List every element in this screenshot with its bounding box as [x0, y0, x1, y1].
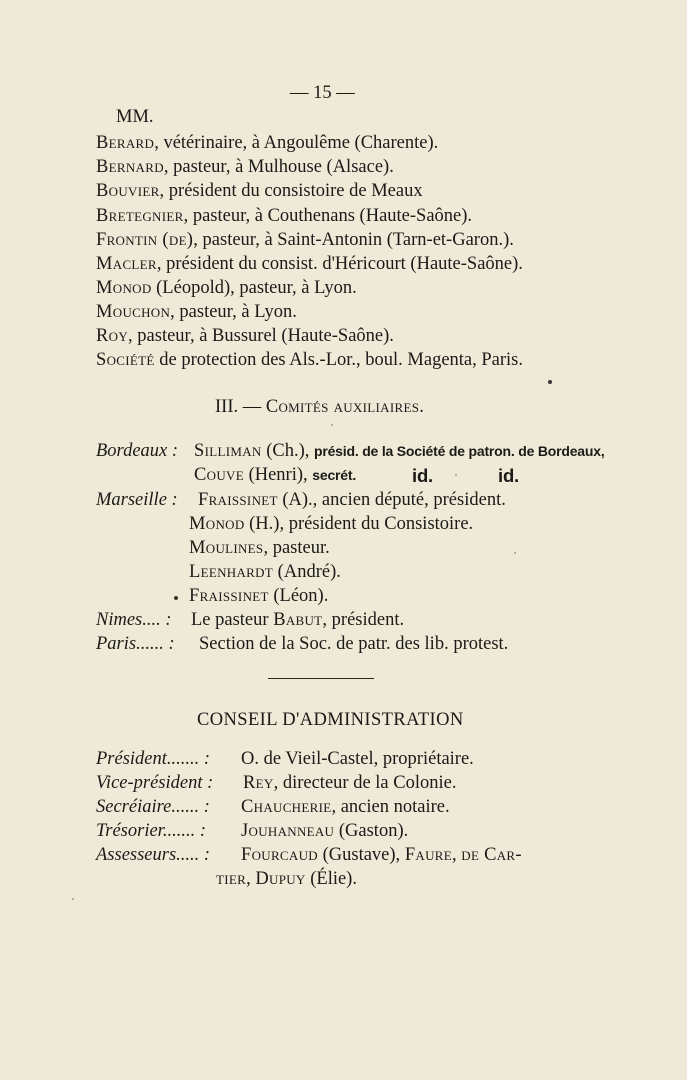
member-name: Frontin (de)	[96, 230, 194, 250]
list-item	[96, 180, 423, 202]
role-entry-continued	[216, 868, 357, 890]
member-text: de protection des Als.-Lor., boul. Magenta, Paris.	[154, 350, 524, 370]
section-heading	[215, 396, 424, 418]
committee-entry	[194, 464, 356, 486]
ditto-mark: id.	[412, 465, 433, 486]
member-text: (Léopold), pasteur, à Lyon.	[151, 278, 357, 298]
committee-entry: Section de la Soc. de patr. des lib. protest.	[199, 634, 509, 654]
list-item	[96, 205, 472, 227]
role-label-secretaire: Secréiaire...... :	[96, 797, 210, 817]
member-text: , pasteur, à Lyon.	[170, 302, 297, 322]
person-text: (A)., ancien député, président.	[277, 490, 506, 510]
committee-label-paris: Paris...... :	[96, 634, 175, 654]
member-text: , pasteur, à Couthenans (Haute-Saône).	[183, 206, 473, 226]
person-name: Rey	[243, 773, 274, 793]
role-entry	[241, 820, 408, 842]
list-item	[96, 156, 394, 178]
person-text: (Gaston).	[334, 821, 409, 841]
committee-label-bordeaux: Bordeaux :	[96, 441, 179, 461]
person-name: Fourcaud	[241, 845, 318, 865]
person-name: tier	[216, 869, 247, 889]
committee-label-nimes: Nimes.... :	[96, 610, 172, 630]
list-item	[96, 132, 438, 154]
person-name: Chaucherie	[241, 797, 332, 817]
conseil-title: CONSEIL D'ADMINISTRATION	[197, 710, 464, 730]
section-divider	[268, 678, 374, 679]
page-number: — 15 —	[290, 83, 355, 103]
member-name: Bernard	[96, 157, 164, 177]
person-text: ,	[246, 869, 256, 889]
role-label-president: Président....... :	[96, 749, 211, 769]
person-text: (H.), président du Consistoire.	[244, 514, 474, 534]
person-name: Couve	[194, 465, 244, 485]
committee-entry	[189, 561, 341, 583]
role-label-tresorier: Trésorier....... :	[96, 821, 206, 841]
role-entry	[241, 844, 522, 866]
person-role: présid. de la Société de patron. de Bordeaux,	[314, 443, 605, 459]
person-text: , directeur de la Colonie.	[273, 773, 457, 793]
role-entry: O. de Vieil-Castel, propriétaire.	[241, 749, 474, 769]
person-name: Babut	[273, 610, 323, 630]
person-text: (Léon).	[268, 586, 329, 606]
role-entry	[241, 796, 450, 818]
person-text: , ancien notaire.	[331, 797, 450, 817]
person-text: (Gustave),	[317, 845, 405, 865]
ink-speck	[72, 898, 74, 900]
list-heading: MM.	[116, 107, 154, 127]
member-name: Mouchon	[96, 302, 171, 322]
role-entry	[243, 772, 456, 794]
member-name: Macler	[96, 254, 157, 274]
committee-entry	[189, 585, 328, 607]
ink-dot	[548, 380, 552, 384]
member-text: , pasteur, à Mulhouse (Alsace).	[163, 157, 394, 177]
person-text: , pasteur.	[263, 538, 330, 558]
person-name: Leenhardt	[189, 562, 274, 582]
list-item	[96, 229, 514, 251]
committee-entry	[189, 537, 330, 559]
member-text: , président du consistoire de Meaux	[159, 181, 423, 201]
ditto-mark: id.	[498, 465, 519, 486]
person-text: (Ch.),	[261, 441, 314, 461]
member-text: , vétérinaire, à Angoulême (Charente).	[154, 133, 439, 153]
ink-speck	[514, 552, 516, 554]
member-text: , président du consist. d'Héricourt (Haute-Saône).	[156, 254, 523, 274]
person-text: (Henri),	[243, 465, 313, 485]
person-name: Monod	[189, 514, 245, 534]
list-item	[96, 349, 523, 371]
committee-entry	[198, 489, 506, 511]
role-label-assesseurs: Assesseurs..... :	[96, 845, 211, 865]
member-name: Monod	[96, 278, 152, 298]
person-name: Faure	[404, 845, 452, 865]
list-item	[96, 301, 297, 323]
person-text: , président.	[322, 610, 405, 630]
person-text: ,	[452, 845, 462, 865]
person-name: Jouhanneau	[241, 821, 335, 841]
section-numeral: III. —	[215, 397, 266, 417]
committee-label-marseille: Marseille :	[96, 490, 178, 510]
member-name: Roy	[96, 326, 129, 346]
member-text: , pasteur, à Bussurel (Haute-Saône).	[128, 326, 394, 346]
person-name: Fraissinet	[198, 490, 278, 510]
ink-speck	[331, 424, 333, 426]
ink-speck	[455, 474, 457, 476]
person-name: Fraissinet	[189, 586, 269, 606]
person-text: (André).	[273, 562, 341, 582]
person-role: secrét.	[312, 467, 357, 483]
list-item	[96, 277, 357, 299]
ink-dot	[174, 596, 178, 600]
list-item	[96, 253, 523, 275]
member-name: Berard	[96, 133, 155, 153]
person-text: Le pasteur	[191, 610, 274, 630]
section-title: Comités auxiliaires.	[265, 397, 425, 417]
committee-entry	[191, 609, 404, 631]
committee-entry	[189, 513, 473, 535]
member-name: Bretegnier	[96, 206, 184, 226]
list-item	[96, 325, 394, 347]
role-label-vice-president: Vice-président :	[96, 773, 214, 793]
committee-entry	[194, 440, 605, 462]
member-name: Bouvier	[96, 181, 160, 201]
person-name: Moulines	[189, 538, 264, 558]
person-text: (Élie).	[305, 869, 357, 889]
person-name: Silliman	[194, 441, 262, 461]
person-name: de Car-	[461, 845, 522, 865]
member-name: Société	[96, 350, 155, 370]
person-name: Dupuy	[255, 869, 306, 889]
member-text: , pasteur, à Saint-Antonin (Tarn-et-Garon.).	[193, 230, 514, 250]
